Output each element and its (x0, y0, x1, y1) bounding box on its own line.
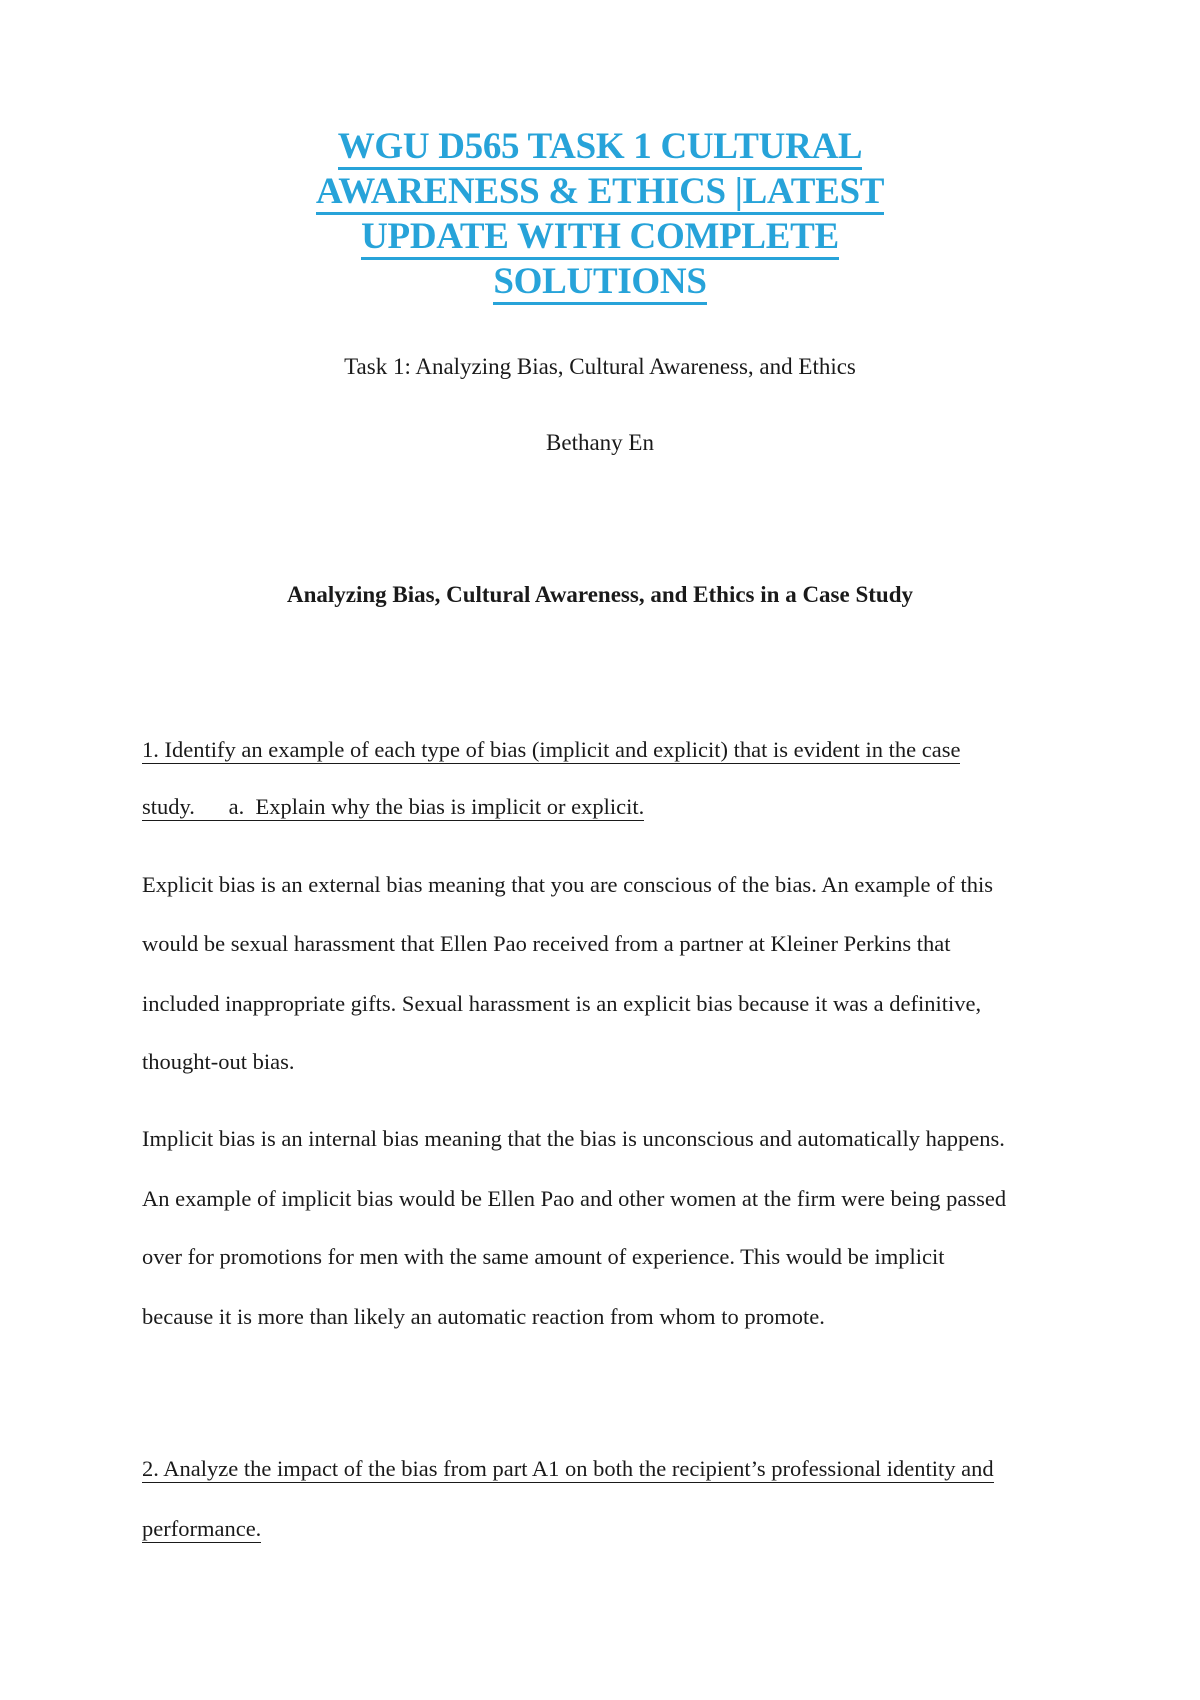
question-2-line-1-text: 2. Analyze the impact of the bias from part A1 on both the recipient’s professional identity and (142, 1456, 994, 1481)
question-1-line-2 (142, 792, 644, 822)
question-2-line-2 (142, 1514, 261, 1544)
title-line-3-text: UPDATE WITH COMPLETE (361, 216, 839, 260)
title-line-3 (0, 214, 1200, 259)
implicit-paragraph-line-1: Implicit bias is an internal bias meaning that the bias is unconscious and automatically happens. (142, 1126, 1005, 1151)
title-line-1 (0, 124, 1200, 169)
title-line-4-text: SOLUTIONS (493, 261, 706, 305)
document-title (0, 124, 1200, 304)
question-1-line-2-text: study. a. Explain why the bias is implicit or explicit. (142, 794, 645, 819)
question-2-line-1 (142, 1454, 994, 1484)
question-1-line-1-text: 1. Identify an example of each type of bias (implicit and explicit) that is evident in the case (142, 737, 961, 762)
explicit-paragraph-line-2: would be sexual harassment that Ellen Pao received from a partner at Kleiner Perkins that (142, 931, 951, 956)
document-subtitle: Task 1: Analyzing Bias, Cultural Awareness, and Ethics (344, 354, 856, 379)
title-line-2 (0, 169, 1200, 214)
implicit-paragraph-line-4: because it is more than likely an automatic reaction from whom to promote. (142, 1304, 825, 1329)
title-line-1-text: WGU D565 TASK 1 CULTURAL (338, 126, 863, 170)
title-line-2-text: AWARENESS & ETHICS |LATEST (316, 171, 884, 215)
implicit-paragraph-line-3: over for promotions for men with the same amount of experience. This would be implicit (142, 1244, 945, 1269)
explicit-paragraph-line-4: thought-out bias. (142, 1049, 295, 1074)
section-heading: Analyzing Bias, Cultural Awareness, and Ethics in a Case Study (286, 582, 913, 607)
question-2-line-2-text: performance. (142, 1516, 262, 1541)
explicit-paragraph-line-1: Explicit bias is an external bias meaning that you are conscious of the bias. An example of this (142, 872, 994, 897)
explicit-paragraph-line-3: included inappropriate gifts. Sexual harassment is an explicit bias because it was a definitive, (142, 991, 982, 1016)
question-1-line-1 (142, 735, 960, 765)
author-name: Bethany En (546, 430, 654, 455)
implicit-paragraph-line-2: An example of implicit bias would be Ellen Pao and other women at the firm were being passed (142, 1186, 1007, 1211)
title-line-4 (0, 259, 1200, 304)
